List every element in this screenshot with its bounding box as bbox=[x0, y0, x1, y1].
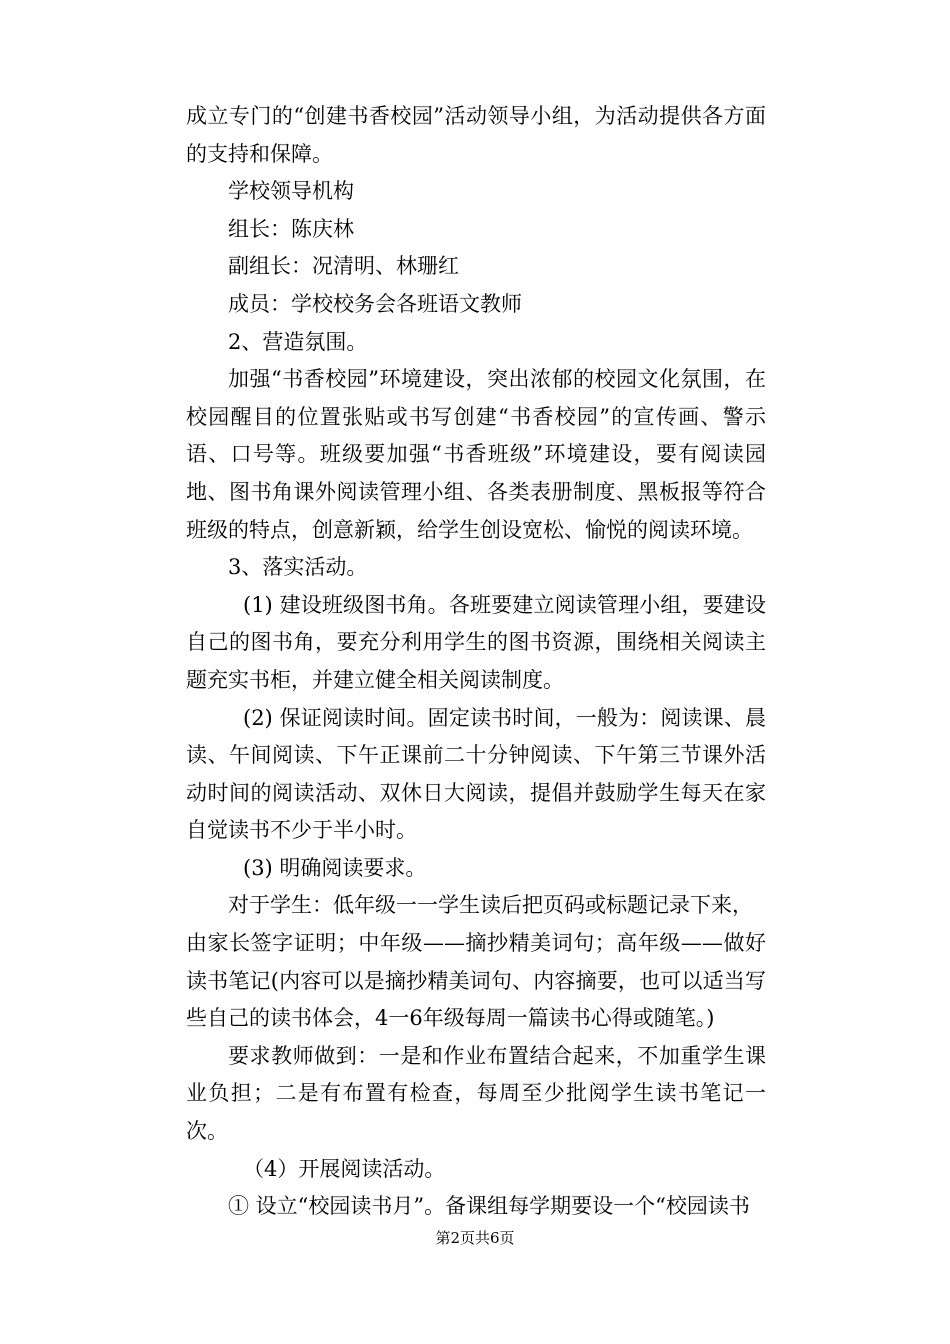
section-heading-activities: 3、落实活动。 bbox=[228, 555, 368, 580]
paragraph-intro: 成立专门的“创建书香校园”活动领导小组，为活动提供各方面的支持和保障。 bbox=[186, 104, 766, 166]
paragraph-leadership-heading: 学校领导机构 bbox=[228, 179, 354, 204]
document-body bbox=[186, 98, 766, 1226]
paragraph-reading-time: (2) 保证阅读时间。固定读书时间，一般为：阅读课、晨读、午间阅读、下午正课前二十分钟阅读、下午第三节课外活动时间的阅读活动、双休日大阅读，提倡并鼓励学生每天在家自觉读书不少于半小时。 bbox=[186, 705, 766, 843]
paragraph-reading-requirements: (3) 明确阅读要求。 bbox=[243, 855, 427, 880]
paragraph-deputy-leader: 副组长：况清明、林珊红 bbox=[228, 254, 459, 279]
paragraph-reading-activities: （4）开展阅读活动。 bbox=[243, 1156, 446, 1181]
paragraph-book-corner: (1) 建设班级图书角。各班要建立阅读管理小组，要建设自己的图书角，要充分利用学生的图书资源，围绕相关阅读主题充实书柜，并建立健全相关阅读制度。 bbox=[186, 592, 766, 692]
paragraph-reading-month: ① 设立“校园读书月”。备课组每学期要设一个“校园读书 bbox=[228, 1194, 750, 1219]
paragraph-leader: 组长：陈庆林 bbox=[228, 216, 354, 241]
paragraph-members: 成员：学校校务会各班语文教师 bbox=[228, 291, 522, 316]
paragraph-atmosphere: 加强“书香校园”环境建设，突出浓郁的校园文化氛围，在校园醒目的位置张贴或书写创建“书香校园”的宣传画、警示语、口号等。班级要加强“书香班级”环境建设，要有阅读园地、图书角课外阅读管理小组、各类表册制度、黑板报等符合班级的特点，创意新颖，给学生创设宽松、愉悦的阅读环境。 bbox=[186, 367, 766, 542]
paragraph-teacher-requirements: 要求教师做到：一是和作业布置结合起来，不加重学生课业负担；二是有布置有检查，每周至少批阅学生读书笔记一次。 bbox=[186, 1043, 766, 1144]
paragraph-student-requirements-a: 对于学生：低年级一一学生读后把页码或标题记录下来， bbox=[228, 893, 753, 918]
page-number-footer: 第2页共6页 bbox=[435, 1229, 515, 1247]
section-heading-atmosphere: 2、营造氛围。 bbox=[228, 329, 368, 354]
paragraph-student-requirements-b: 由家长签字证明；中年级——摘抄精美词句；高年级——做好读书笔记(内容可以是摘抄精美词句、内容摘要，也可以适当写些自己的读书体会，4一6年级每周一篇读书心得或随笔。) bbox=[186, 931, 766, 1031]
